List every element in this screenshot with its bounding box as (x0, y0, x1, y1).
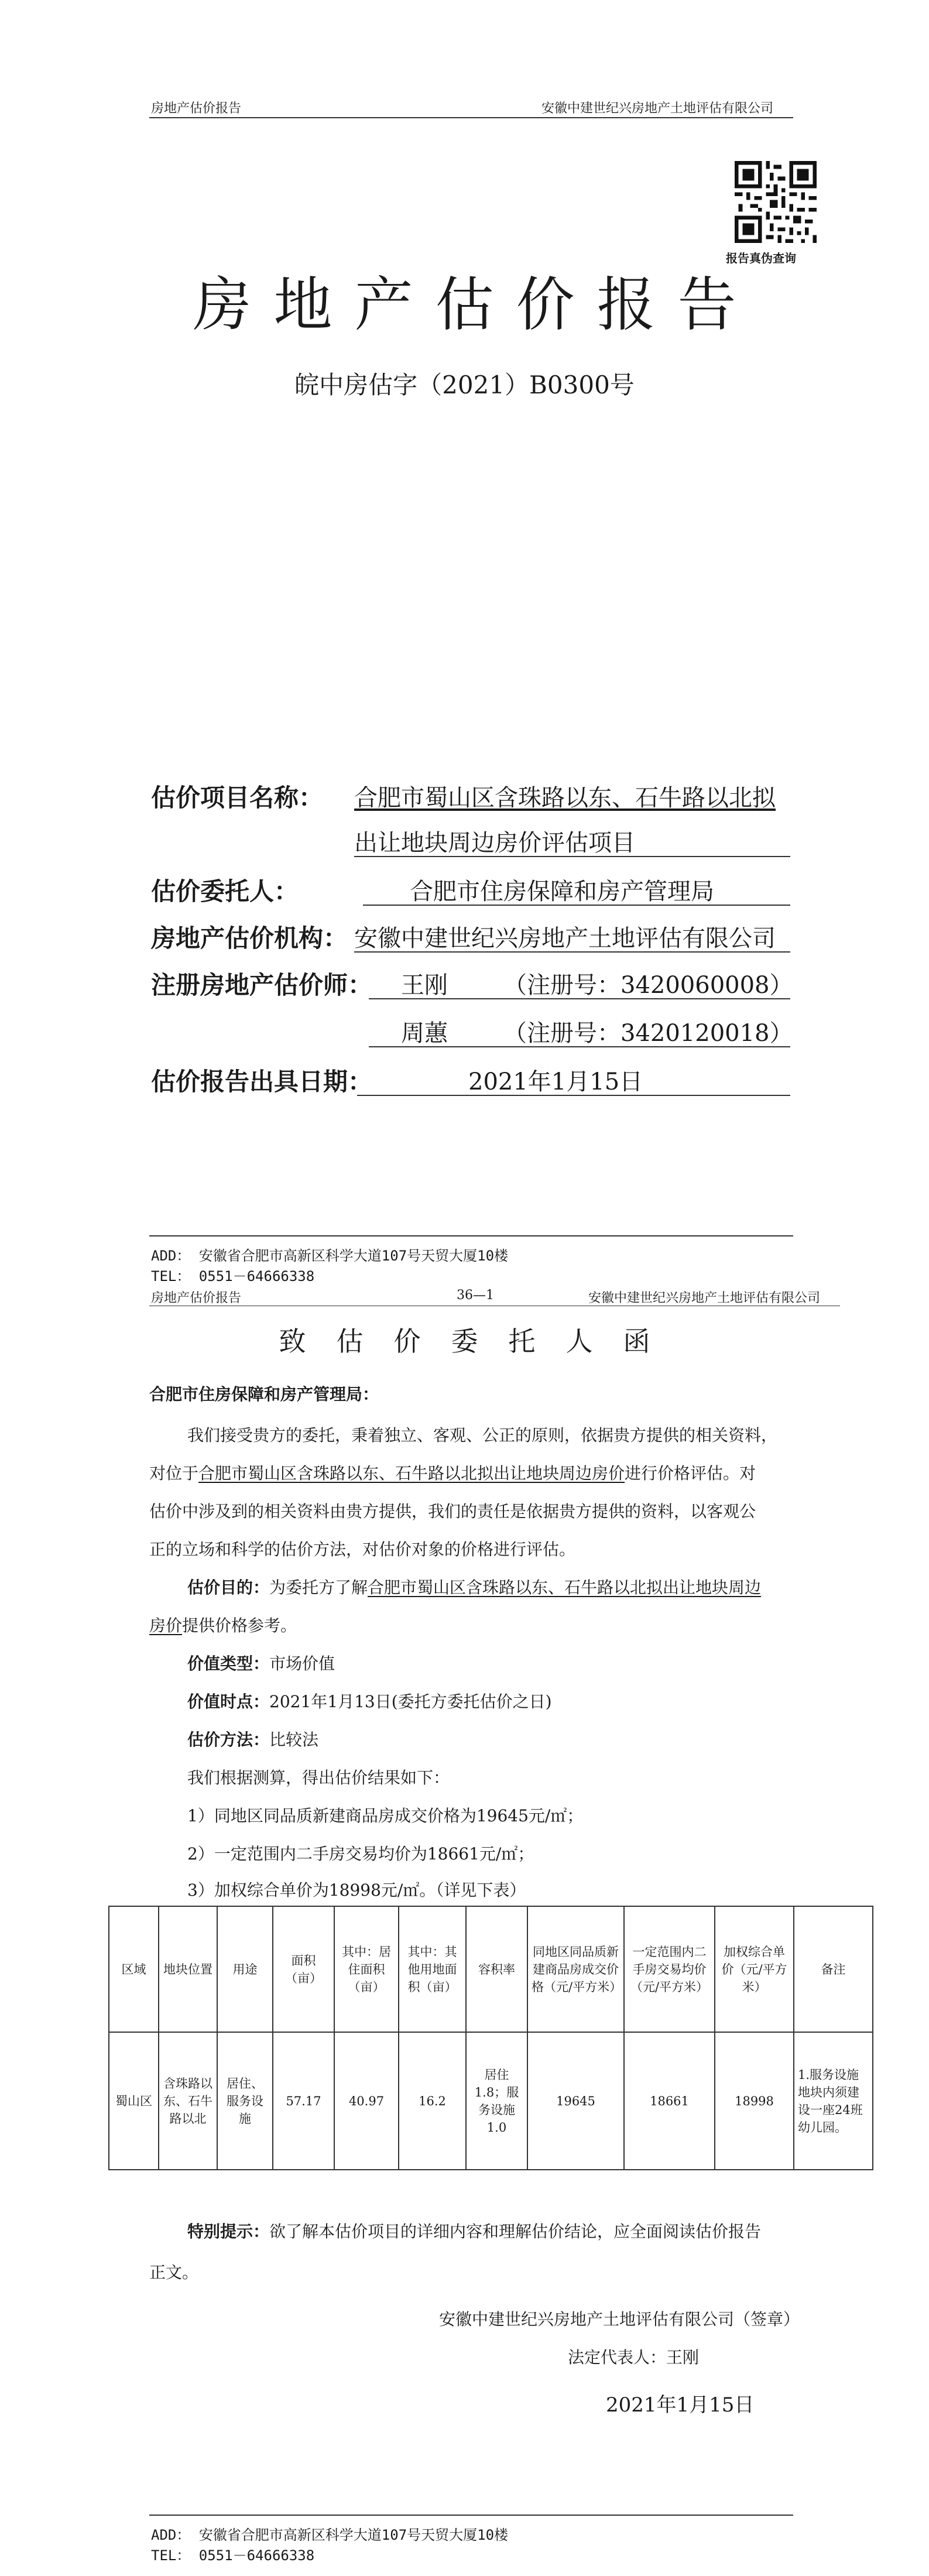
page2-footer-phone: TEL： 0551－64666338 (151, 2547, 315, 2564)
table-header-cell: 一定范围内二手房交易均价（元/平方米） (624, 1906, 715, 2032)
notice-line1: 特别提示：欲了解本估价项目的详细内容和理解估价结论，应全面阅读估价报告 (187, 2222, 762, 2241)
client-label: 估价委托人： (151, 877, 299, 906)
page1-header-left: 房地产估价报告 (151, 101, 242, 116)
table-cell: 含珠路以东、石牛路以北 (159, 2032, 217, 2170)
table-cell: 57.17 (273, 2032, 334, 2170)
page1-footer-address: ADD： 安徽省合肥市高新区科学大道107号天贸大厦10楼 (151, 1248, 509, 1264)
report-title: 房地产估价报告 (193, 270, 759, 339)
para1-line1: 我们接受贵方的委托，秉着独立、客观、公正的原则，依据贵方提供的相关资料， (187, 1426, 778, 1445)
table-header-cell: 其中：居住面积（亩） (334, 1906, 399, 2032)
appraiser2-reg: （注册号：3420120018） (503, 1020, 793, 1047)
table-header-cell: 同地区同品质新建商品房成交价格（元/平方米） (527, 1906, 624, 2032)
table-header-cell: 用途 (217, 1906, 273, 2032)
report-date-underline (357, 1095, 790, 1096)
result-3: 3）加权综合单价为18998元/㎡。（详见下表） (187, 1880, 526, 1900)
report-number: 皖中房估字（2021）B0300号 (294, 371, 635, 399)
project-name-label: 估价项目名称： (151, 783, 324, 812)
appraiser1-underline (369, 998, 790, 999)
table-header-cell: 区域 (109, 1906, 159, 2032)
table-cell: 40.97 (334, 2032, 399, 2170)
table-cell: 16.2 (399, 2032, 466, 2170)
result-intro: 我们根据测算，得出估价结果如下： (187, 1768, 450, 1787)
table-cell: 18998 (715, 2032, 794, 2170)
letter-title: 致估价委托人函 (279, 1325, 681, 1357)
table-cell: 19645 (527, 2032, 624, 2170)
para1-line3: 估价中涉及到的相关资料由贵方提供，我们的责任是依据贵方提供的资料，以客观公 (149, 1502, 756, 1521)
valuation-summary-table (108, 1906, 873, 2170)
client-value: 合肥市住房保障和房产管理局 (410, 878, 714, 905)
page2-header-page: 36—1 (457, 1288, 494, 1303)
para1-line2: 对位于合肥市蜀山区含珠路以东、石牛路以北拟出让地块周边房价进行价格评估。对 (149, 1464, 756, 1483)
agency-underline (354, 951, 790, 953)
qr-caption: 报告真伪查询 (726, 251, 796, 265)
page1-header-rule (149, 117, 793, 118)
table-header-cell: 容积率 (466, 1906, 527, 2032)
page1-footer-rule (149, 1235, 793, 1236)
appraiser-label: 注册房地产估价师： (151, 971, 373, 999)
signature-company: 安徽中建世纪兴房地产土地评估有限公司（签章） (439, 2310, 800, 2329)
page1-header-right: 安徽中建世纪兴房地产土地评估有限公司 (541, 101, 774, 116)
para1-line4: 正的立场和科学的估价方法，对估价对象的价格进行评估。 (149, 1540, 576, 1559)
report-date-value: 2021年1月15日 (468, 1068, 643, 1095)
table-header-cell: 加权综合单价（元/平方米） (715, 1906, 794, 2032)
appraiser2-name: 周蕙 (401, 1020, 448, 1047)
page2-header-left: 房地产估价报告 (151, 1291, 242, 1306)
project-name-line1: 合肥市蜀山区含珠路以东、石牛路以北拟 (354, 785, 776, 811)
table-header-row (109, 1906, 873, 2032)
valuation-method: 估价方法：比较法 (187, 1730, 319, 1749)
page1-footer-phone: TEL： 0551－64666338 (151, 1268, 315, 1284)
table-cell: 1.服务设施地块内须建设一座24班幼儿园。 (794, 2032, 873, 2170)
table-header-cell: 地块位置 (159, 1906, 217, 2032)
appraiser2-underline (369, 1046, 790, 1047)
table-cell: 居住1.8；服务设施1.0 (466, 2032, 527, 2170)
table-header-cell: 其中：其他用地面积（亩） (399, 1906, 466, 2032)
table-row (109, 2032, 873, 2170)
client-underline (363, 905, 790, 906)
appraiser1-name: 王刚 (401, 972, 448, 999)
report-date-label: 估价报告出具日期： (151, 1067, 373, 1096)
salutation: 合肥市住房保障和房产管理局： (149, 1385, 379, 1404)
signature-representative: 法定代表人：王刚 (568, 2348, 700, 2367)
purpose-line2: 房价提供价格参考。 (149, 1616, 297, 1635)
result-1: 1）同地区同品质新建商品房成交价格为19645元/㎡； (187, 1806, 584, 1825)
table-header-cell: 面积（亩） (273, 1906, 334, 2032)
page2-header-right: 安徽中建世纪兴房地产土地评估有限公司 (588, 1291, 821, 1306)
agency-value: 安徽中建世纪兴房地产土地评估有限公司 (354, 925, 776, 952)
project-name-line2: 出让地块周边房价评估项目 (354, 830, 635, 857)
table-cell: 蜀山区 (109, 2032, 159, 2170)
appraiser1-reg: （注册号：3420060008） (503, 972, 793, 999)
page2-footer-address: ADD： 安徽省合肥市高新区科学大道107号天贸大厦10楼 (151, 2527, 509, 2543)
table-cell: 居住、服务设施 (217, 2032, 273, 2170)
agency-label: 房地产估价机构： (151, 924, 348, 953)
project-underline (354, 856, 790, 857)
notice-line2: 正文。 (149, 2263, 199, 2282)
value-type: 价值类型：市场价值 (187, 1654, 335, 1673)
value-date: 价值时点：2021年1月13日(委托方委托估价之日) (187, 1692, 552, 1711)
signature-date: 2021年1月15日 (606, 2393, 755, 2417)
result-2: 2）一定范围内二手房交易均价为18661元/㎡； (187, 1844, 534, 1864)
table-cell: 18661 (624, 2032, 715, 2170)
purpose-line1: 估价目的：为委托方了解合肥市蜀山区含珠路以东、石牛路以北拟出让地块周边 (187, 1578, 762, 1597)
page2-footer-rule (149, 2515, 793, 2516)
qr-code-icon[interactable] (735, 161, 817, 243)
table-header-cell: 备注 (794, 1906, 873, 2032)
